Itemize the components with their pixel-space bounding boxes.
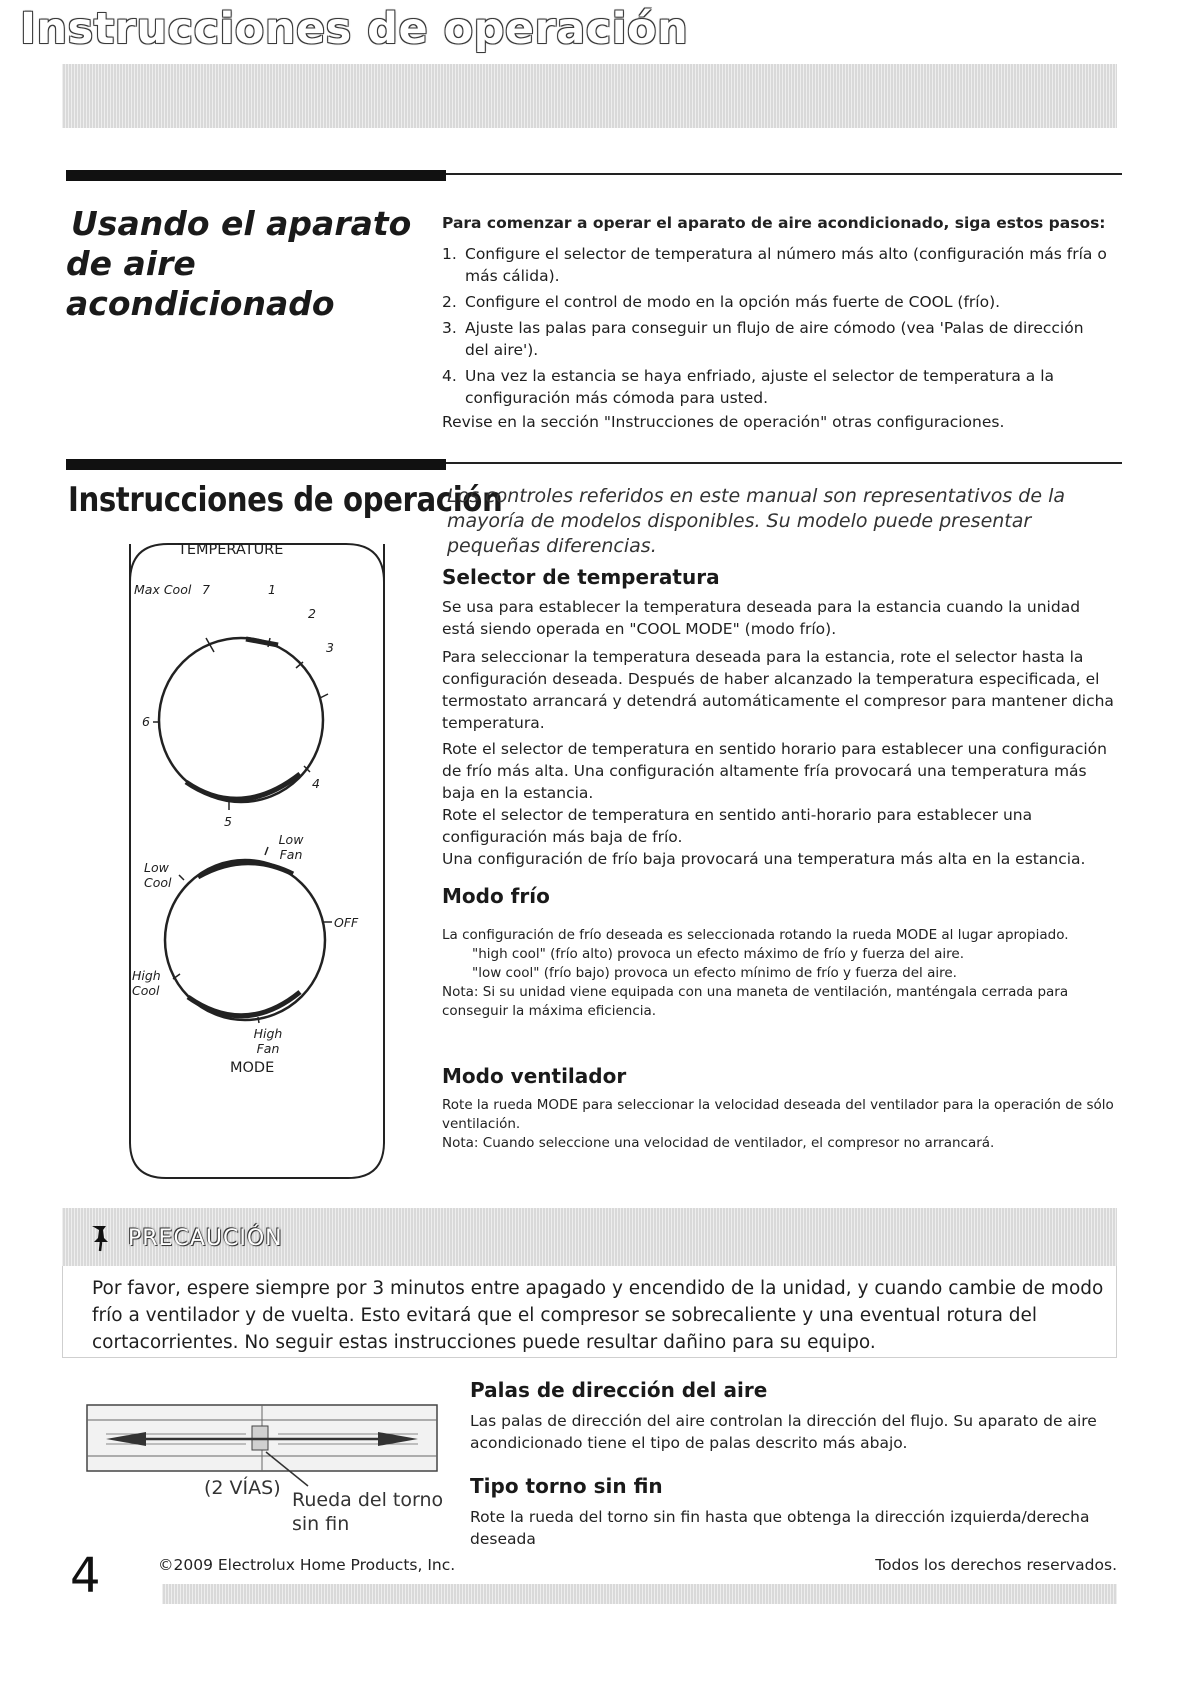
mode-high-fan-label: High Fan bbox=[253, 1026, 283, 1056]
label-worm-gear-line2: sin fin bbox=[292, 1513, 350, 1535]
rights-reserved: Todos los derechos reservados. bbox=[875, 1556, 1117, 1574]
list-item: 4. Una vez la estancia se haya enfriado, ajuste el selector de temperatura a la configuración más cómoda para usted. bbox=[442, 367, 1055, 407]
fan-mode-note: Nota: Cuando seleccione una velocidad de ventilador, el compresor no arrancará. bbox=[442, 1135, 995, 1151]
temperature-mark-3: 3 bbox=[326, 640, 334, 655]
section-rule-thin bbox=[446, 462, 1122, 464]
temperature-mark-7: 7 bbox=[202, 582, 210, 597]
section-rule-thin bbox=[446, 173, 1122, 175]
temperature-mark-6: 6 bbox=[142, 714, 150, 729]
pushpin-icon bbox=[86, 1222, 116, 1252]
cool-mode-paragraph-3: "low cool" (frío bajo) provoca un efecto mínimo de frío y fuerza del aire. bbox=[472, 965, 957, 981]
vane-illustration bbox=[86, 1404, 438, 1472]
cool-mode-paragraph-1: La configuración de frío deseada es seleccionada rotando la rueda MODE al lugar apropiado. bbox=[442, 927, 1069, 943]
temperature-selector-paragraph-1: Se usa para establecer la temperatura deseada para la estancia cuando la unidad está siendo operada en "COOL MODE" (modo frío). bbox=[442, 598, 1081, 638]
control-panel-illustration bbox=[128, 542, 386, 1180]
steps-lead: Para comenzar a operar el aparato de aire acondicionado, siga estos pasos: bbox=[442, 214, 1106, 232]
temperature-mark-5: 5 bbox=[224, 814, 232, 829]
temperature-selector-paragraph-3: Rote el selector de temperatura en sentido horario para establecer una configuración de frío más alta. Una configuración altamente fría provocará una temperatura más baja en la estancia. bbox=[442, 740, 1107, 802]
heading-air-vanes: Palas de dirección del aire bbox=[470, 1378, 768, 1402]
section-title-line1: Usando el aparato bbox=[71, 204, 412, 243]
heading-cool-mode: Modo frío bbox=[442, 884, 550, 908]
cool-mode-paragraph-2: "high cool" (frío alto) provoca un efecto máximo de frío y fuerza del aire. bbox=[472, 946, 965, 962]
heading-fan-mode: Modo ventilador bbox=[442, 1064, 627, 1088]
list-item: 1. Configure el selector de temperatura al número más alto (configuración más fría o más cálida). bbox=[442, 245, 1107, 285]
steps-note: Revise en la sección "Instrucciones de operación" otras configuraciones. bbox=[442, 413, 1005, 431]
header-band bbox=[62, 64, 1117, 128]
page-title: Instrucciones de operación bbox=[20, 4, 689, 54]
temperature-mark-2: 2 bbox=[308, 606, 316, 621]
mode-dial-title: MODE bbox=[230, 1060, 275, 1076]
heading-worm-gear: Tipo torno sin fin bbox=[470, 1474, 663, 1498]
mode-off-label: OFF bbox=[334, 915, 359, 930]
fan-mode-paragraph-1: Rote la rueda MODE para seleccionar la velocidad deseada del ventilador para la operación de sólo ventilación. bbox=[442, 1097, 1114, 1132]
footer-band bbox=[162, 1584, 1117, 1604]
temperature-mark-4: 4 bbox=[312, 776, 320, 791]
list-item: 2. Configure el control de modo en la opción más fuerte de COOL (frío). bbox=[442, 293, 1001, 311]
section-intro: Los controles referidos en este manual son representativos de la mayoría de modelos disponibles. Su modelo puede presentar pequeñas diferencias. bbox=[447, 485, 1066, 557]
copyright: ©2009 Electrolux Home Products, Inc. bbox=[158, 1556, 456, 1574]
section-title-line2: de aire acondicionado bbox=[66, 244, 335, 323]
caution-title: PRECAUCIÓN bbox=[128, 1226, 283, 1251]
air-vanes-paragraph: Las palas de dirección del aire controlan la dirección del flujo. Su aparato de aire acondicionado tiene el tipo de palas descrito más abajo. bbox=[470, 1412, 1097, 1452]
label-worm-gear-line1: Rueda del torno bbox=[292, 1489, 444, 1511]
label-two-way: (2 VÍAS) bbox=[204, 1477, 281, 1499]
section-rule-thick bbox=[66, 170, 446, 181]
cool-mode-note: Nota: Si su unidad viene equipada con una maneta de ventilación, manténgala cerrada para conseguir la máxima eficiencia. bbox=[442, 984, 1069, 1019]
list-item: 3. Ajuste las palas para conseguir un flujo de aire cómodo (vea 'Palas de dirección del aire'). bbox=[442, 319, 1084, 359]
temperature-max-cool-label: Max Cool bbox=[134, 582, 192, 597]
mode-high-cool-label: High Cool bbox=[132, 968, 161, 998]
heading-temperature-selector: Selector de temperatura bbox=[442, 565, 720, 589]
mode-low-cool-label: Low Cool bbox=[144, 860, 172, 890]
temperature-dial-title: TEMPERATURE bbox=[178, 542, 284, 558]
temperature-selector-paragraph-5: Una configuración de frío baja provocará una temperatura más alta en la estancia. bbox=[442, 850, 1086, 868]
section-rule-thick bbox=[66, 459, 446, 470]
steps-list bbox=[442, 243, 1112, 413]
caution-text: Por favor, espere siempre por 3 minutos entre apagado y encendido de la unidad, y cuando cambie de modo frío a ventilador y de vuelta. Esto evitará que el compresor se sobrecaliente y una eventual rotura del cortacorrientes. No seguir estas instrucciones puede resultar dañino para su equipo. bbox=[92, 1278, 1104, 1353]
mode-low-fan-label: Low Fan bbox=[278, 832, 304, 862]
page-number: 4 bbox=[70, 1548, 101, 1604]
section-title-operation: Instrucciones de operación bbox=[68, 480, 503, 520]
worm-gear-paragraph: Rote la rueda del torno sin fin hasta que obtenga la dirección izquierda/derecha deseada bbox=[470, 1508, 1090, 1548]
temperature-selector-paragraph-4: Rote el selector de temperatura en sentido anti-horario para establecer una configuración más baja de frío. bbox=[442, 806, 1033, 846]
temperature-mark-1: 1 bbox=[268, 582, 276, 597]
section-title-using bbox=[66, 204, 416, 324]
temperature-selector-paragraph-2: Para seleccionar la temperatura deseada para la estancia, rote el selector hasta la configuración deseada. Después de haber alcanzado la temperatura especificada, el termostato arrancará y detendrá automáticamente el compresor para mantener dicha temperatura. bbox=[442, 648, 1114, 732]
